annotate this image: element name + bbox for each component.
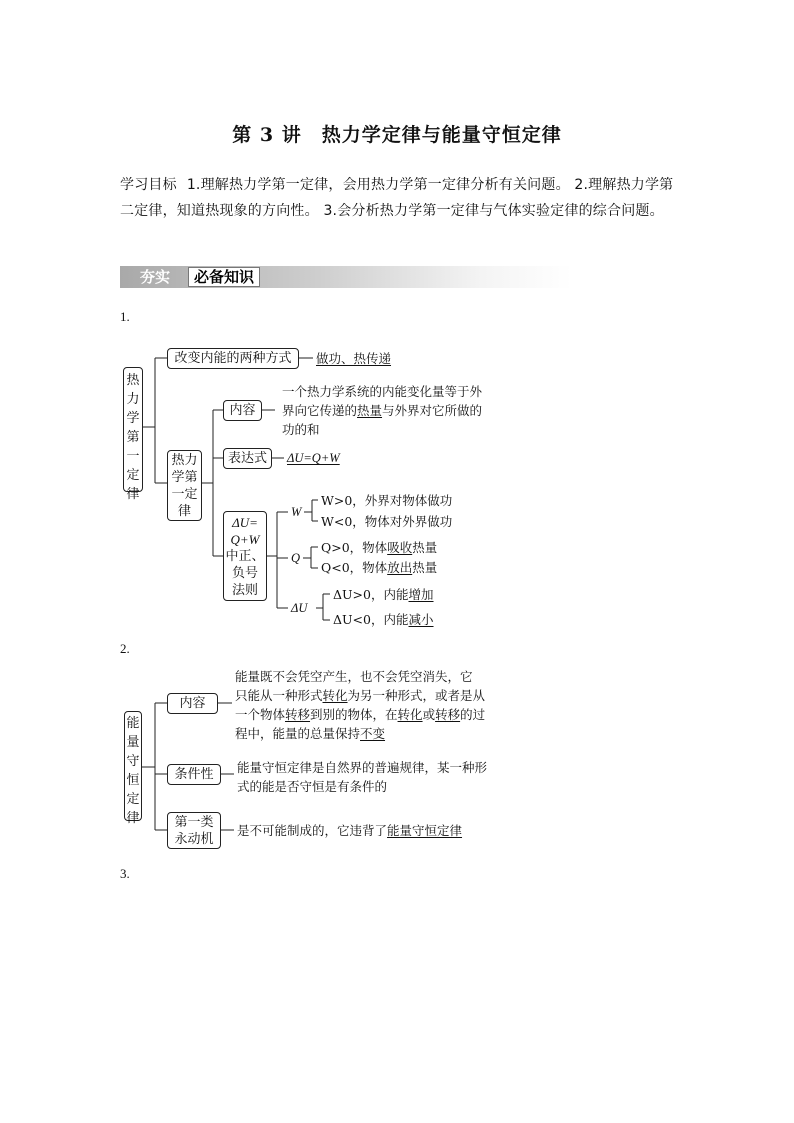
content-box: 内容 (223, 400, 262, 421)
conservation-line-4: 程中，能量的总量保持不变 (235, 726, 386, 741)
section-title-a: 夯实 (140, 268, 171, 286)
q-negative: Q<0，物体放出热量 (321, 560, 438, 575)
first-law-root-box: 热力学第一定律 (123, 367, 143, 492)
item-2-number: 2. (120, 641, 130, 656)
conservation-line-2: 只能从一种形式转化为另一种形式，或者是从 (235, 688, 486, 703)
change-methods-value: 做功、热传递 (316, 351, 392, 366)
conservation-content-box: 内容 (167, 693, 218, 714)
condition-box: 条件性 (167, 764, 221, 785)
w-positive: W>0，外界对物体做功 (321, 493, 453, 508)
page-title: 第 3 讲 热力学定律与能量守恒定律 (232, 124, 562, 146)
condition-line-1: 能量守恒定律是自然界的普遍规律，某一种形 (237, 760, 488, 775)
q-positive: Q>0，物体吸收热量 (321, 540, 438, 555)
conservation-line-1: 能量既不会凭空产生，也不会凭空消失，它 (235, 669, 473, 684)
item-1-number: 1. (120, 309, 130, 324)
first-law-sub-box: 热力学第一定律 (167, 450, 202, 521)
du-negative: ΔU<0，内能减小 (333, 612, 434, 627)
change-methods-box: 改变内能的两种方式 (167, 348, 299, 369)
du-positive: ΔU>0，内能增加 (333, 587, 434, 602)
q-label: Q (291, 551, 301, 565)
conservation-line-3: 一个物体转移到别的物体，在转化或转移的过 (235, 707, 486, 722)
content-line-1: 一个热力学系统的内能变化量等于外 (282, 384, 483, 399)
w-label: W (291, 505, 302, 519)
content-line-2: 界向它传递的热量与外界对它所做的 (282, 403, 483, 418)
sign-rule-box: ΔU= Q+W 中正、 负号 法则 (223, 511, 267, 601)
item-3-number: 3. (120, 866, 130, 881)
perpetual-machine-text: 是不可能制成的，它违背了能量守恒定律 (237, 823, 463, 838)
section-title-b: 必备知识 (188, 267, 260, 287)
expression-box: 表达式 (223, 448, 272, 469)
du-label: ΔU (291, 601, 308, 615)
conservation-root-box: 能量守恒定律 (124, 711, 142, 821)
perpetual-machine-box: 第一类 永动机 (167, 812, 221, 849)
expression-value: ΔU=Q+W (287, 451, 340, 465)
condition-line-2: 式的能是否守恒是有条件的 (237, 779, 388, 794)
goals-label: 学习目标 (120, 177, 177, 193)
goals-text: 1.理解热力学第一定律，会用热力学第一定律分析有关问题。 2.理解热力学第二定律，知道热现象的方向性。 3.会分析热力学第一定律与气体实验定律的综合问题。 (120, 177, 674, 219)
content-line-3: 功的和 (282, 422, 320, 437)
w-negative: W<0，物体对外界做功 (321, 514, 453, 529)
